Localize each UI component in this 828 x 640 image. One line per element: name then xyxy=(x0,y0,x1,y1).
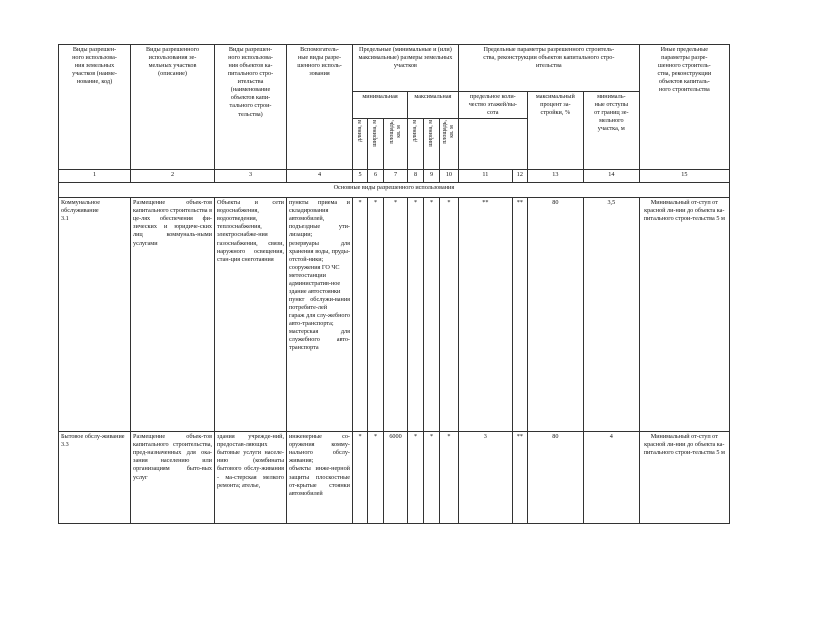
cell-setback: 4 xyxy=(583,432,639,524)
header-plot-size-limits: Предельные (минимальные и (или) максимальные) размеры земельных участков xyxy=(353,45,459,92)
col-number: 7 xyxy=(384,170,408,183)
cell-land-use-type: Бытовое обслу-живание 3.3 xyxy=(59,432,131,524)
cell-floors: 3 xyxy=(458,432,512,524)
header-land-use-description: Виды разрешенного использования зе- мельных участков (описание) xyxy=(131,45,215,170)
col-number: 3 xyxy=(215,170,287,183)
header-construction-parameters: Предельные параметры разрешенного строитель- ства, реконструкции объектов капитального стро- ительства xyxy=(458,45,639,92)
header-max-build-percent: максимальный процент за- стройки, % xyxy=(527,92,583,170)
cell-height: ** xyxy=(512,432,527,524)
cell-min-width: * xyxy=(368,198,384,432)
col-number: 9 xyxy=(424,170,440,183)
header-other-parameters: Иные предельные параметры разре- шенного строитель- ства, реконструкции объектов капиталь- ного строительства xyxy=(639,45,729,170)
col-number: 10 xyxy=(440,170,459,183)
cell-min-area: 6000 xyxy=(384,432,408,524)
cell-min-width: * xyxy=(368,432,384,524)
header-min-area: площадь, кв. м xyxy=(384,119,408,170)
cell-max-area: * xyxy=(440,432,459,524)
cell-description: Размещение объек-тов капитального строительства, пред-назначенных для ока-зания населению или организациям быто-вых услуг xyxy=(131,432,215,524)
cell-land-use-type: Коммунальное обслуживание 3.1 xyxy=(59,198,131,432)
header-land-use-type: Виды разрешен- ного использова- ния земельных участков (наиме- нование, код) xyxy=(59,45,131,170)
cell-capital-objects: здания учрежде-ний, предостав-ляющих бытовые услуги населе-нию (комбинаты бытового обслу-живания - ма-стерская мелкого ремонта; ателье, xyxy=(215,432,287,524)
header-min-setback: минималь- ные отступы от границ зе- мельного участка, м xyxy=(583,92,639,170)
cell-max-length: * xyxy=(408,432,424,524)
table-row xyxy=(59,198,730,432)
header-min-width: ширина, м xyxy=(368,119,384,170)
cell-auxiliary-uses: пункты приема и складирования автомобилей, подъездные ути-лизации; резервуары для хранения воды, пруды-отстой-ники; сооружения ГО ЧС метеостанции административ-ное здание автостоянки пункт обслужи-вания потребите-лей гараж для слу-жебного авто-транспорта; мастерская для служебного авто-транспорта xyxy=(287,198,353,432)
section-title: Основные виды разрешенного использования xyxy=(59,183,730,198)
col-number: 6 xyxy=(368,170,384,183)
cell-other-parameters: Минимальный от-ступ от красной ли-нии до объекта ка-питального строи-тельства 5 м xyxy=(639,198,729,432)
col-number: 14 xyxy=(583,170,639,183)
cell-other-parameters: Минимальный от-ступ от красной ли-нии до объекта ка-питального строи-тельства 5 м xyxy=(639,432,729,524)
header-max-length: длина, м xyxy=(408,119,424,170)
cell-build-percent: 80 xyxy=(527,198,583,432)
col-number: 15 xyxy=(639,170,729,183)
header-maximum: максимальная xyxy=(408,92,459,119)
header-capital-construction-use: Виды разрешен- ного использова- ния объектов ка- питального стро- ительства (наименование объектов капи- тального строи- тельства) xyxy=(215,45,287,170)
cell-height: ** xyxy=(512,198,527,432)
col-number: 2 xyxy=(131,170,215,183)
header-minimum: минимальная xyxy=(353,92,408,119)
header-min-length: длина, м xyxy=(353,119,368,170)
col-number: 13 xyxy=(527,170,583,183)
header-auxiliary-use: Вспомогатель- ные виды разре- шенного исполь- зования xyxy=(287,45,353,170)
col-number: 12 xyxy=(512,170,527,183)
cell-auxiliary-uses: инженерные со-оружения комму-нального обслу-живания; объекты инже-нерной защиты плоскостные от-крытые стоянки автомобилей xyxy=(287,432,353,524)
cell-capital-objects: Объекты и сети водоснабжения, водоотведения, теплоснабжения, электроснабже-ния газоснабжения, связи, наружного освещения, стан-ция снеготаяния xyxy=(215,198,287,432)
col-number: 1 xyxy=(59,170,131,183)
cell-max-width: * xyxy=(424,198,440,432)
col-number: 5 xyxy=(353,170,368,183)
col-number: 11 xyxy=(458,170,512,183)
col-number: 4 xyxy=(287,170,353,183)
cell-max-width: * xyxy=(424,432,440,524)
col-number: 8 xyxy=(408,170,424,183)
cell-max-area: * xyxy=(440,198,459,432)
cell-setback: 3,5 xyxy=(583,198,639,432)
header-max-area: площадь, кв. м xyxy=(440,119,459,170)
cell-min-area: * xyxy=(384,198,408,432)
cell-max-length: * xyxy=(408,198,424,432)
cell-floors: ** xyxy=(458,198,512,432)
table-row xyxy=(59,432,730,524)
cell-description: Размещение объек-тов капитального строительства в це-лях обеспечения фи-зических и юридиче-ских лиц коммуналь-ными услугами xyxy=(131,198,215,432)
cell-min-length: * xyxy=(353,432,368,524)
land-use-regulations-table xyxy=(58,44,730,524)
header-floors-height: предельное коли- чество этажей/вы- сота xyxy=(458,92,527,119)
cell-build-percent: 80 xyxy=(527,432,583,524)
header-floors-spacer xyxy=(458,119,527,170)
header-max-width: ширина, м xyxy=(424,119,440,170)
cell-min-length: * xyxy=(353,198,368,432)
